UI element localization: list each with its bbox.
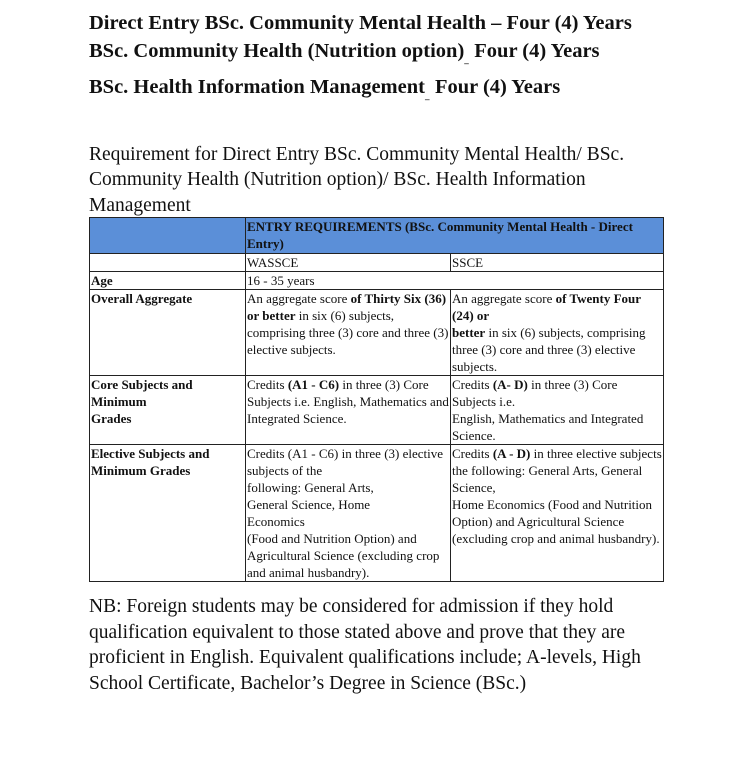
document-page [89,10,669,696]
row-label-aggregate: Overall Aggregate [90,290,246,376]
banner-empty-cell [90,218,246,254]
core-ssce: Credits (A- D) in three (3) Core Subjects i.e. English, Mathematics and Integrated Science. [451,376,664,445]
table-banner-row [90,218,664,254]
age-value: 16 - 35 years [246,272,664,290]
core-wassce: Credits (A1 - C6) in three (3) Core Subjects i.e. English, Mathematics and Integrated Science. [246,376,451,445]
entry-requirements-table [89,217,664,582]
table-row-elective [90,445,664,582]
aggregate-wassce: An aggregate score of Thirty Six (36) or better in six (6) subjects, comprising three (3) core and three (3) elective subjects. [246,290,451,376]
header-empty-cell [90,254,246,272]
row-label-age: Age [90,272,246,290]
requirement-intro: Requirement for Direct Entry BSc. Community Mental Health/ BSc. Community Health (Nutrition option)/ BSc. Health Information Management [89,143,625,216]
heading-mental-health: Direct Entry BSc. Community Mental Health – Four (4) Years [89,12,632,34]
table-banner-title: ENTRY REQUIREMENTS (BSc. Community Mental Health - Direct Entry) [246,218,664,254]
foreign-students-note: NB: Foreign students may be considered for admission if they hold qualification equivalent to those stated above and prove that they are proficient in English. Equivalent qualifications include; A-levels, High School Certificate, Bachelor’s Degree in Science (BSc.) [89,596,641,694]
elective-wassce: Credits (A1 - C6) in three (3) elective subjects of the following: General Arts, General Science, Home Economics (Food and Nutrition Option) and Agricultural Science (excluding crop and animal husbandry). [246,445,451,582]
elective-ssce: Credits (A - D) in three elective subjects the following: General Arts, General Science, Home Economics (Food and Nutrition Option) and Agricultural Science (excluding crop and animal husbandry). [451,445,664,582]
aggregate-ssce: An aggregate score of Twenty Four (24) or better in six (6) subjects, comprising three (3) core and three (3) elective subjects. [451,290,664,376]
column-header-ssce: SSCE [451,254,664,272]
heading-health-information: BSc. Health Information Management_ Four (4) Years [89,76,561,101]
table-row-core [90,376,664,445]
table-row-age [90,272,664,290]
table-header-row [90,254,664,272]
heading-community-health: BSc. Community Health (Nutrition option)_ Four (4) Years [89,39,600,65]
row-label-core: Core Subjects and Minimum Grades [90,376,246,445]
row-label-elective: Elective Subjects and Minimum Grades [90,445,246,582]
column-header-wassce: WASSCE [246,254,451,272]
table-row-aggregate [90,290,664,376]
